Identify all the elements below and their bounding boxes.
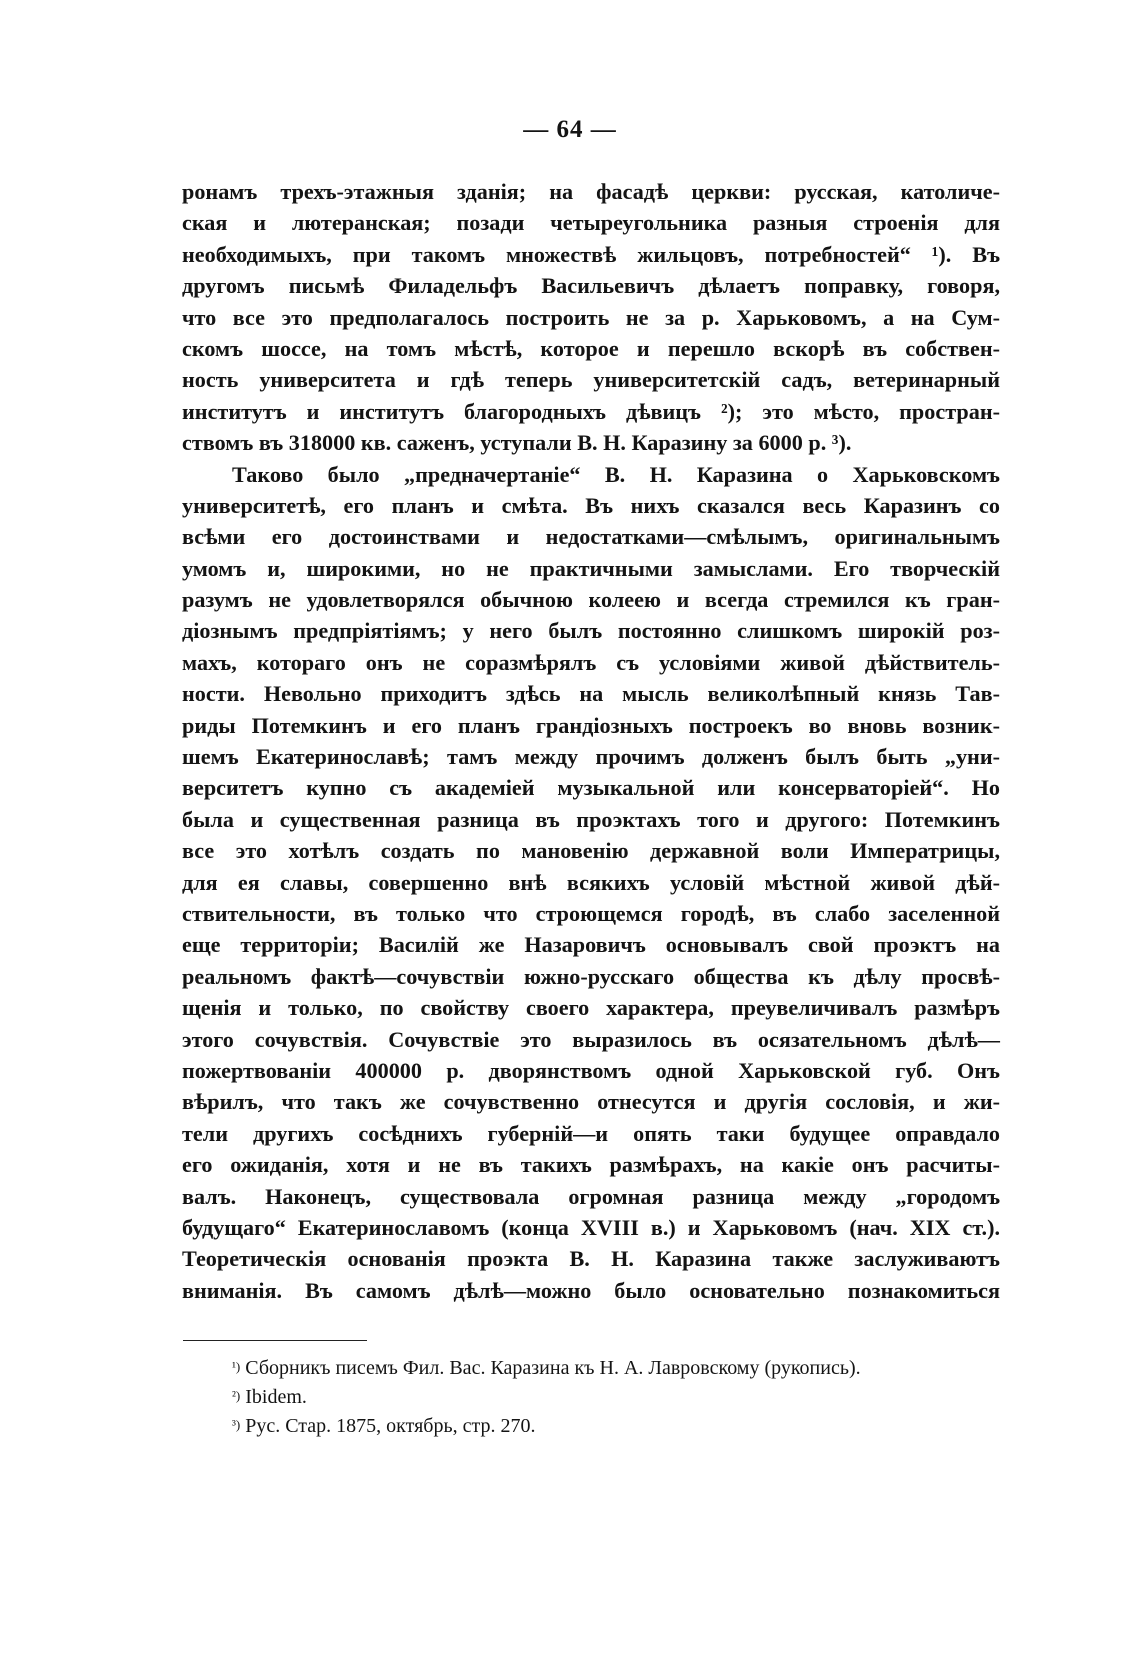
footnote-mark: ³) [232,1417,241,1432]
text-line: ствительности, въ только что строющемся городѣ, въ слабо заселенной [182,900,1000,926]
footnote [232,1412,1012,1441]
text-line: вѣрилъ, что такъ же сочувственно отнесутся и другія сословія, и жи- [182,1089,1000,1115]
text-line: Теоретическія основанія проэкта В. Н. Каразина также заслуживаютъ [182,1246,1000,1272]
text-line: вниманія. Въ самомъ дѣлѣ—можно было основательно познакомиться [182,1277,1000,1303]
paragraph [182,459,1000,1307]
footnote-text: Рус. Стар. 1875, октябрь, стр. 270. [245,1415,536,1437]
text-line: разумъ не удовлетворялся обычною колеею и всегда стремился къ гран- [182,587,1000,613]
text-line: риды Потемкинъ и его планъ грандіозныхъ построекъ во вновь возник- [182,712,1000,738]
footnote-mark: ¹) [232,1359,241,1374]
text-line: будущаго“ Екатеринославомъ (конца XVIII в.) и Харьковомъ (нач. XIX ст.). [182,1214,1000,1240]
page-number: — 64 — [523,116,617,143]
text-line: умомъ и, широкими, но не практичными замыслами. Его творческій [182,555,1000,581]
text-line: другомъ письмѣ Филадельфъ Васильевичъ дѣлаетъ поправку, говоря, [182,273,1000,299]
text-line: что все это предполагалось построить не за р. Харьковомъ, а на Сум- [182,304,1000,330]
text-line: Таково было „предначертаніе“ В. Н. Каразина о Харьковскомъ [232,461,1000,487]
text-line: тели другихъ сосѣднихъ губерній—и опять таки будущее оправдало [182,1120,1000,1146]
text-line: всѣми его достоинствами и недостатками—смѣлымъ, оригинальнымъ [182,524,1000,550]
text-line: валъ. Наконецъ, существовала огромная разница между „городомъ [182,1183,1000,1209]
text-line: ронамъ трехъ-этажныя зданія; на фасадѣ церкви: русская, католиче- [182,179,1000,204]
text-line: была и существенная разница въ проэктахъ того и другого: Потемкинъ [182,806,1000,832]
text-line: институтъ и институтъ благородныхъ дѣвицъ ²); это мѣсто, простран- [182,398,1000,424]
footnotes [232,1354,1012,1441]
text-line: ность университета и гдѣ теперь университетскій садъ, ветеринарный [182,367,1000,393]
text-line: ности. Невольно приходитъ здѣсь на мысль великолѣпный князь Тав- [182,681,1000,707]
text-line: щенія и только, по свойству своего характера, преувеличивалъ размѣръ [182,995,1000,1021]
text-line: все это хотѣлъ создать по мановенію державной воли Императрицы, [182,838,1000,864]
text-line: шемъ Екатеринославѣ; тамъ между прочимъ долженъ былъ быть „уни- [182,744,1000,770]
text-line: пожертвованіи 400000 р. дворянствомъ одной Харьковской губ. Онъ [182,1057,1000,1083]
text-line: необходимыхъ, при такомъ множествѣ жильцовъ, потребностей“ ¹). Въ [182,241,1000,267]
text-line: еще территоріи; Василій же Назаровичъ основывалъ свой проэктъ на [182,932,1000,958]
text-line: скомъ шоссе, на томъ мѣстѣ, которое и перешло вскорѣ въ собствен- [182,335,1000,361]
paragraph [182,176,1000,459]
text-line: верситетъ купно съ академіей музыкальной или консерваторіей“. Но [182,775,1000,801]
footnote-mark: ²) [232,1388,241,1403]
footnote [232,1354,1012,1383]
footnote-text: Сборникъ писемъ Фил. Вас. Каразина къ Н. А. Лавровскому (рукопись). [245,1357,861,1379]
footnote-divider [183,1340,367,1341]
text-line: его ожиданія, хотя и не въ такихъ размѣрахъ, на какіе онъ расчиты- [182,1152,1000,1178]
footnote [232,1383,1012,1412]
text-line: махъ, котораго онъ не соразмѣрялъ съ условіями живой дѣйствитель- [182,649,1000,675]
text-line: реальномъ фактѣ—сочувствіи южно-русскаго общества къ дѣлу просвѣ- [182,963,1000,989]
text-line: ская и лютеранская; позади четыреугольника разныя строенія для [182,210,1000,236]
text-line: этого сочувствія. Сочувствіе это выразилось въ осязательномъ дѣлѣ— [182,1026,1000,1052]
body-text [182,176,1000,1306]
text-line: университетѣ, его планъ и смѣта. Въ нихъ сказался весь Каразинъ со [182,492,1000,518]
text-line: для ея славы, совершенно внѣ всякихъ условій мѣстной живой дѣй- [182,869,1000,895]
footnote-text: Ibidem. [245,1386,307,1408]
text-line: ствомъ въ 318000 кв. саженъ, уступали В. Н. Каразину за 6000 р. ³). [182,430,852,456]
text-line: діознымъ предпріятіямъ; у него былъ постоянно слишкомъ широкій роз- [182,618,1000,644]
